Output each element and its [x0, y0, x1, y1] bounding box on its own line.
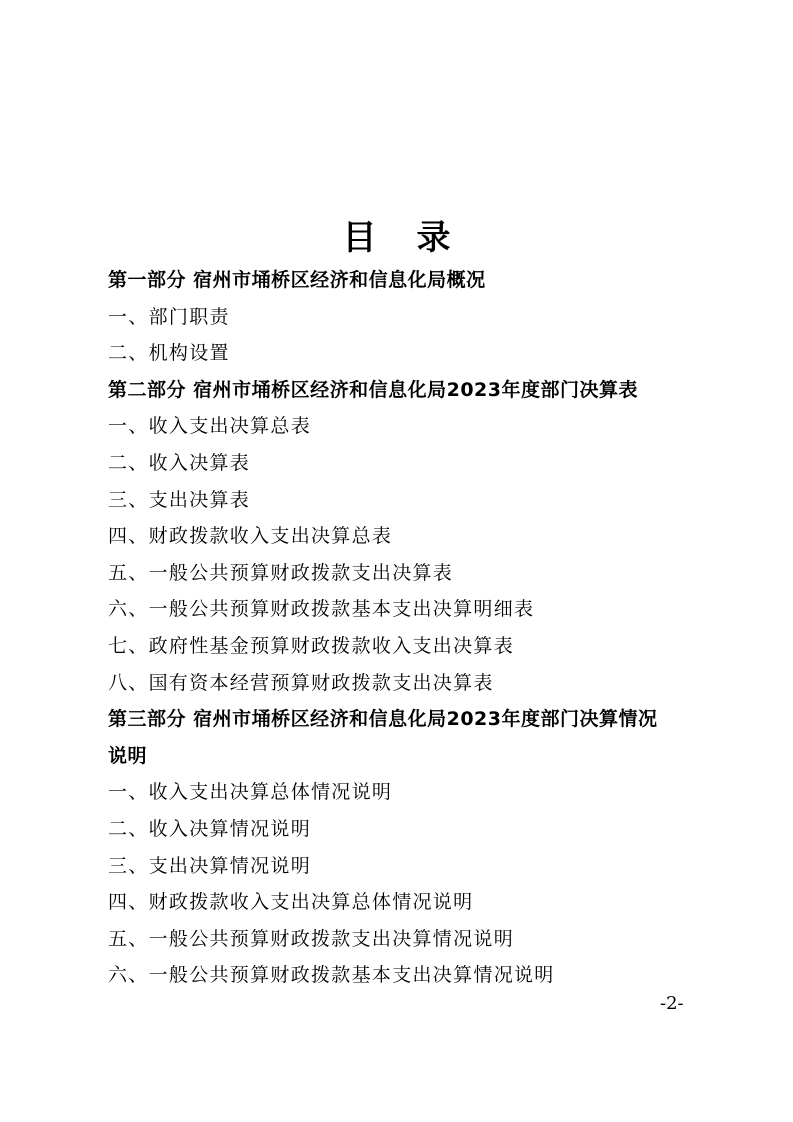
toc-item[interactable]: 一、收入支出决算总体情况说明: [108, 781, 393, 804]
toc-item[interactable]: 二、收入决算情况说明: [108, 817, 312, 840]
toc-item[interactable]: 一、收入支出决算总表: [108, 415, 312, 438]
toc-item[interactable]: 五、一般公共预算财政拨款支出决算情况说明: [108, 927, 515, 950]
toc-item[interactable]: 四、财政拨款收入支出决算总体情况说明: [108, 891, 474, 914]
table-of-contents: [108, 262, 708, 994]
toc-item[interactable]: 七、政府性基金预算财政拨款收入支出决算表: [108, 634, 515, 657]
toc-item[interactable]: 六、一般公共预算财政拨款基本支出决算明细表: [108, 598, 535, 621]
toc-item[interactable]: 三、支出决算情况说明: [108, 854, 312, 877]
toc-item[interactable]: 二、机构设置: [108, 342, 230, 365]
toc-part-heading[interactable]: 第二部分 宿州市埇桥区经济和信息化局2023年度部门决算表: [108, 378, 638, 401]
toc-part-heading[interactable]: 第三部分 宿州市埇桥区经济和信息化局2023年度部门决算情况: [108, 708, 658, 731]
toc-part-heading[interactable]: 第一部分 宿州市埇桥区经济和信息化局概况: [108, 269, 486, 291]
page-title: [0, 216, 793, 260]
toc-item[interactable]: 一、部门职责: [108, 305, 230, 328]
page-number: -2-: [660, 993, 684, 1014]
toc-item[interactable]: 八、国有资本经营预算财政拨款支出决算表: [108, 671, 494, 694]
toc-item[interactable]: 二、收入决算表: [108, 451, 251, 474]
toc-item[interactable]: 三、支出决算表: [108, 488, 251, 511]
page-title-char-2: 录: [416, 218, 451, 258]
page-title-char-1: 目: [342, 218, 377, 258]
toc-item[interactable]: 四、财政拨款收入支出决算总表: [108, 525, 393, 548]
toc-item[interactable]: 五、一般公共预算财政拨款支出决算表: [108, 561, 454, 584]
toc-item[interactable]: 六、一般公共预算财政拨款基本支出决算情况说明: [108, 964, 555, 987]
toc-part-heading-continued[interactable]: 说明: [108, 744, 148, 767]
